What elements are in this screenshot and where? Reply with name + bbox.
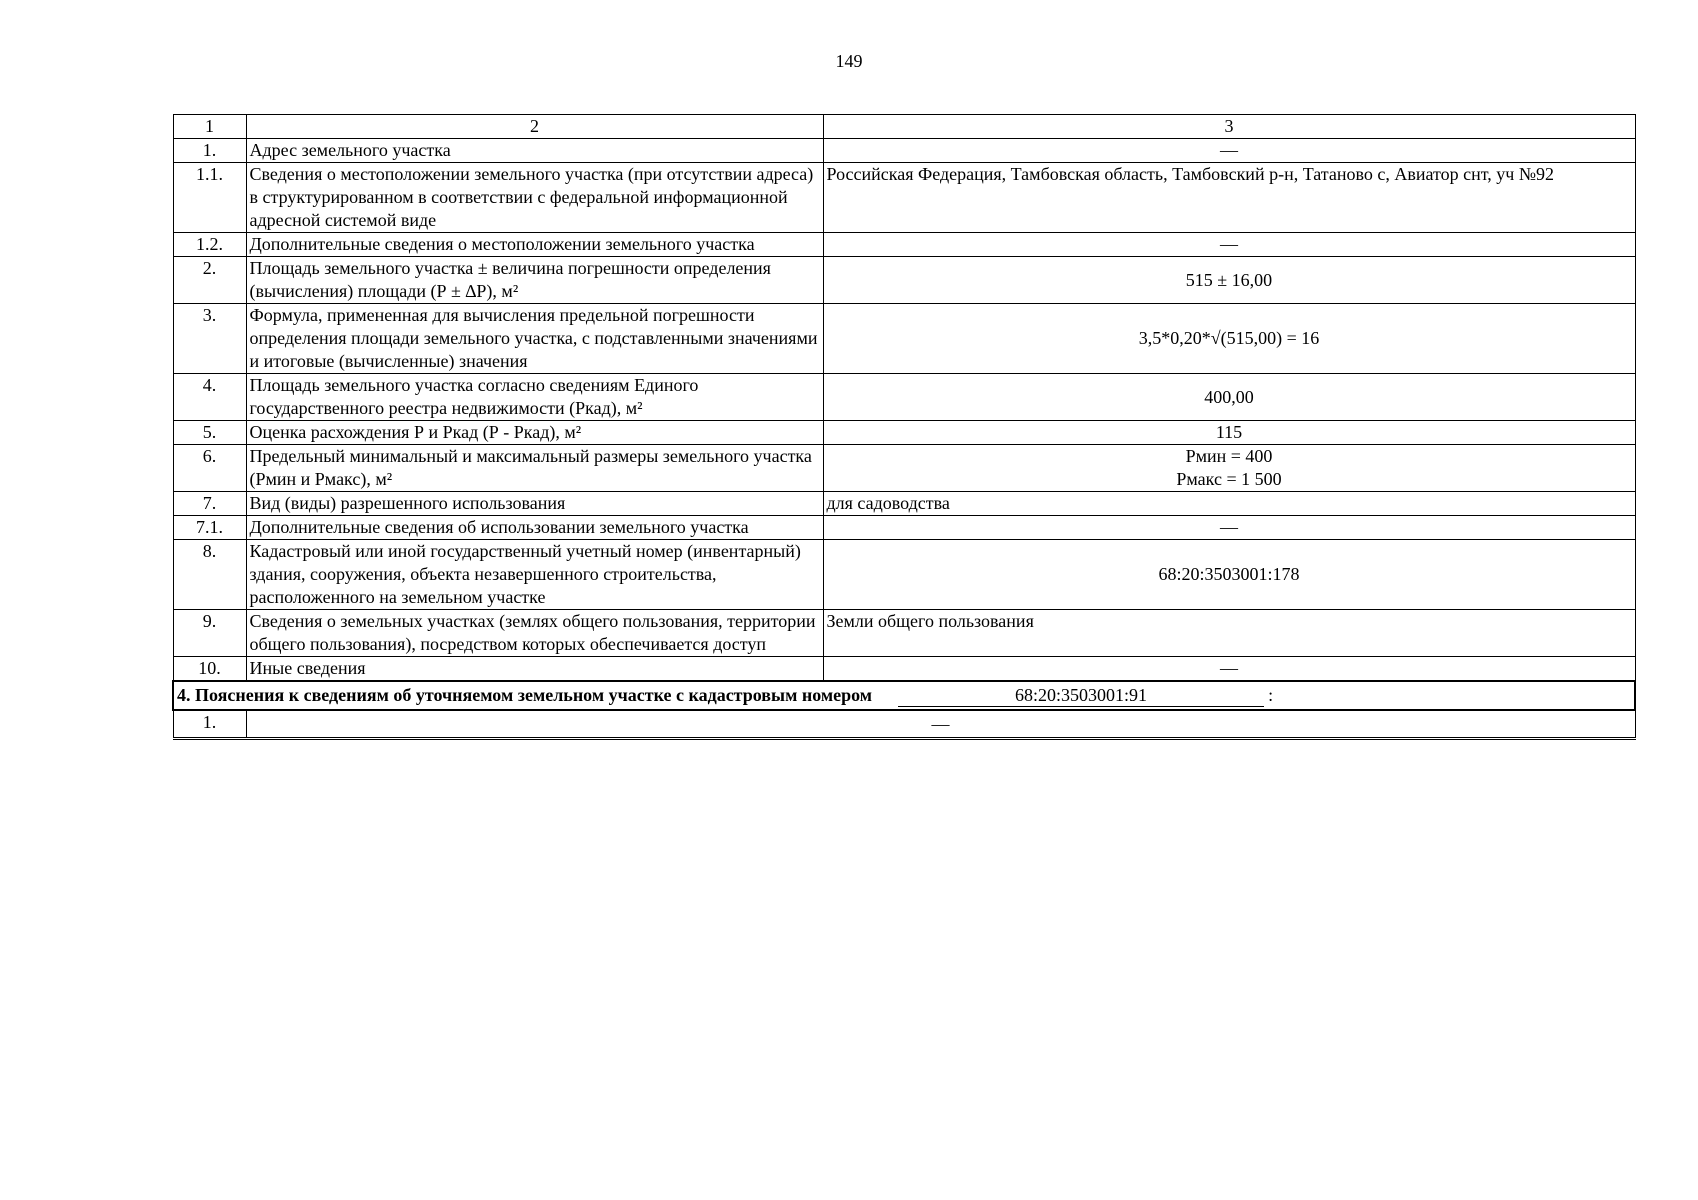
- table-row: [173, 139, 1635, 163]
- row-number: 1.: [173, 139, 246, 163]
- section-4-title: 4. Пояснения к сведениям об уточняемом земельном участке с кадастровым номером: [177, 685, 873, 705]
- row-number: 5.: [173, 421, 246, 445]
- table-row: [173, 540, 1635, 610]
- table-row: [173, 257, 1635, 304]
- max-size-value: Рмакс = 1 500: [1176, 469, 1282, 489]
- row-label: Формула, примененная для вычисления предельной погрешности определения площади земельного участка, с подставленными значениями и итоговые (вычисленные) значения: [246, 304, 823, 374]
- row-number: 6.: [173, 445, 246, 492]
- land-plot-info-table: [172, 114, 1636, 740]
- section-4-row: [173, 710, 1635, 739]
- row-value: 400,00: [823, 374, 1635, 421]
- row-value: Российская Федерация, Тамбовская область, Тамбовский р-н, Татаново с, Авиатор снт, уч №92: [823, 163, 1635, 233]
- row-label: Оценка расхождения Р и Ркад (Р - Ркад), м²: [246, 421, 823, 445]
- row-number: 9.: [173, 610, 246, 657]
- row-number: 1.2.: [173, 233, 246, 257]
- row-number: 4.: [173, 374, 246, 421]
- row-value: 3,5*0,20*√(515,00) = 16: [823, 304, 1635, 374]
- cadastral-number: 68:20:3503001:91: [898, 684, 1264, 707]
- column-header-1: 1: [173, 115, 246, 139]
- table-row: [173, 163, 1635, 233]
- row-number: 1.1.: [173, 163, 246, 233]
- row-value: —: [246, 710, 1635, 739]
- colon: :: [1268, 685, 1274, 705]
- table-header-row: [173, 115, 1635, 139]
- table-row: [173, 610, 1635, 657]
- table-row: [173, 492, 1635, 516]
- row-number: 2.: [173, 257, 246, 304]
- row-number: 10.: [173, 657, 246, 682]
- row-value: 115: [823, 421, 1635, 445]
- table-row: [173, 657, 1635, 682]
- row-label: Дополнительные сведения об использовании земельного участка: [246, 516, 823, 540]
- min-size-value: Рмин = 400: [1185, 446, 1273, 466]
- row-value: 515 ± 16,00: [823, 257, 1635, 304]
- row-label: Площадь земельного участка согласно сведениям Единого государственного реестра недвижимости (Ркад), м²: [246, 374, 823, 421]
- row-value: для садоводства: [823, 492, 1635, 516]
- row-value: Земли общего пользования: [823, 610, 1635, 657]
- page-number: 149: [835, 51, 863, 71]
- row-value: —: [823, 657, 1635, 682]
- section-4-header: [173, 681, 1635, 710]
- row-number: 7.1.: [173, 516, 246, 540]
- row-label: Сведения о местоположении земельного участка (при отсутствии адреса) в структурированном в соответствии с федеральной информационной адресной системой виде: [246, 163, 823, 233]
- table-row: [173, 374, 1635, 421]
- row-value: —: [823, 139, 1635, 163]
- row-label: Дополнительные сведения о местоположении земельного участка: [246, 233, 823, 257]
- section-4-header-row: [173, 681, 1635, 710]
- table-row: [173, 233, 1635, 257]
- row-number: 7.: [173, 492, 246, 516]
- table-row: [173, 421, 1635, 445]
- table-row: [173, 516, 1635, 540]
- row-value: —: [823, 516, 1635, 540]
- row-value: [823, 445, 1635, 492]
- row-value: —: [823, 233, 1635, 257]
- row-label: Предельный минимальный и максимальный размеры земельного участка (Рмин и Рмакс), м²: [246, 445, 823, 492]
- row-number: 3.: [173, 304, 246, 374]
- row-label: Кадастровый или иной государственный учетный номер (инвентарный) здания, сооружения, объекта незавершенного строительства, расположенного на земельном участке: [246, 540, 823, 610]
- column-header-3: 3: [823, 115, 1635, 139]
- row-label: Иные сведения: [246, 657, 823, 682]
- row-number: 1.: [173, 710, 246, 739]
- column-header-2: 2: [246, 115, 823, 139]
- row-label: Вид (виды) разрешенного использования: [246, 492, 823, 516]
- row-label: Площадь земельного участка ± величина погрешности определения (вычисления) площади (Р ± ∆Р), м²: [246, 257, 823, 304]
- table-row: [173, 304, 1635, 374]
- table-row: [173, 445, 1635, 492]
- row-value: 68:20:3503001:178: [823, 540, 1635, 610]
- row-label: Адрес земельного участка: [246, 139, 823, 163]
- row-number: 8.: [173, 540, 246, 610]
- row-label: Сведения о земельных участках (землях общего пользования, территории общего пользования), посредством которых обеспечивается доступ: [246, 610, 823, 657]
